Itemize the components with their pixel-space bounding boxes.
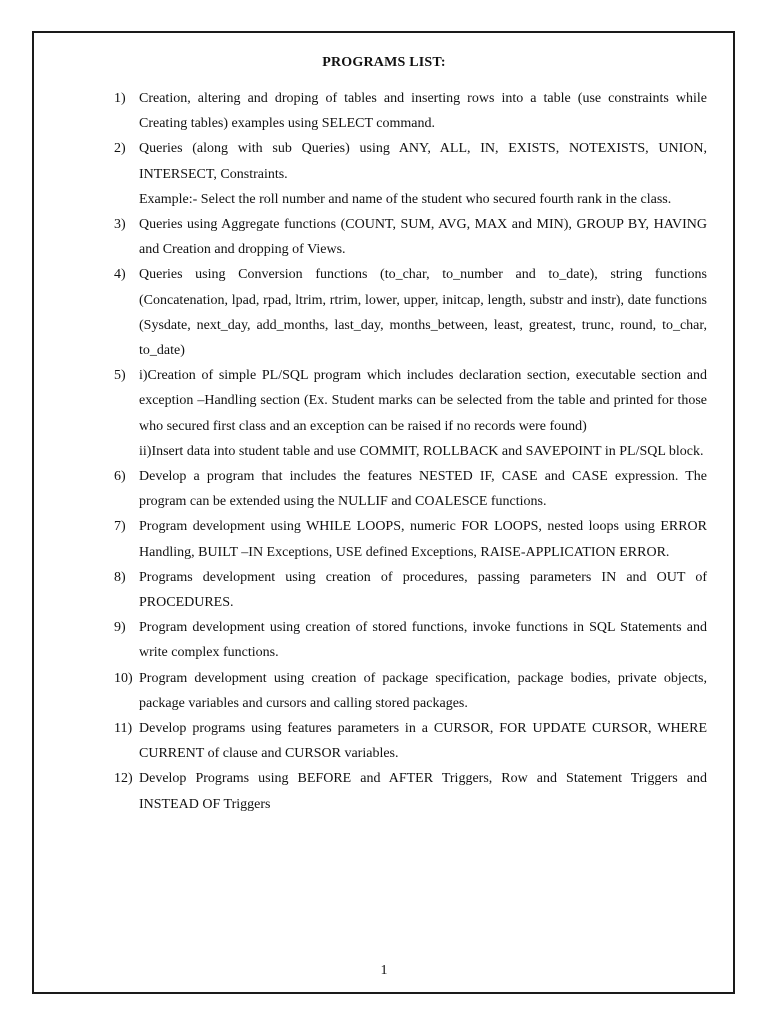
item-paragraph: Program development using creation of package specification, package bodies, private objects, package variables and cursors and calling stored packages. <box>139 670 707 711</box>
item-number: 6) <box>114 469 126 485</box>
list-item <box>114 716 707 766</box>
list-item <box>114 514 707 564</box>
list-item <box>114 766 707 816</box>
item-body <box>139 363 707 464</box>
list-item <box>114 363 707 464</box>
item-body <box>139 514 707 564</box>
item-number: 4) <box>114 267 126 283</box>
page-title: PROGRAMS LIST: <box>322 55 446 70</box>
item-paragraph: Queries using Conversion functions (to_char, to_number and to_date), string functions (Concatenation, lpad, rpad, ltrim, rtrim, lower, upper, initcap, length, substr and instr), date functions (Sysdate, next_day, add_months, last_day, months_between, least, greatest, trunc, round, to_char, to_date) <box>139 267 707 359</box>
item-number: 12) <box>114 771 133 787</box>
programs-list <box>114 86 707 817</box>
list-item <box>114 615 707 665</box>
item-body <box>139 615 707 665</box>
item-paragraph: Develop a program that includes the features NESTED IF, CASE and CASE expression. The program can be extended using the NULLIF and COALESCE functions. <box>139 469 707 510</box>
item-number: 7) <box>114 519 126 535</box>
item-number: 11) <box>114 721 133 737</box>
item-paragraph: Creation, altering and droping of tables and inserting rows into a table (use constraints while Creating tables) examples using SELECT command. <box>139 91 707 132</box>
item-paragraph: Example:- Select the roll number and name of the student who secured fourth rank in the class. <box>139 191 672 207</box>
item-body <box>139 766 707 816</box>
list-item <box>114 212 707 262</box>
item-number: 5) <box>114 368 126 384</box>
list-item <box>114 565 707 615</box>
item-body <box>139 565 707 615</box>
item-number: 8) <box>114 569 126 585</box>
item-paragraph: Queries (along with sub Queries) using ANY, ALL, IN, EXISTS, NOTEXISTS, UNION, INTERSECT, Constraints. <box>139 141 707 182</box>
item-paragraph: Program development using creation of stored functions, invoke functions in SQL Statements and write complex functions. <box>139 620 707 661</box>
item-body <box>139 716 707 766</box>
item-body <box>139 136 707 212</box>
item-paragraph: Queries using Aggregate functions (COUNT, SUM, AVG, MAX and MIN), GROUP BY, HAVING and Creation and dropping of Views. <box>139 217 707 258</box>
item-number: 1) <box>114 91 126 106</box>
list-item <box>114 666 707 716</box>
list-item <box>114 464 707 514</box>
item-paragraph: Develop Programs using BEFORE and AFTER Triggers, Row and Statement Triggers and INSTEAD OF Triggers <box>139 771 707 812</box>
item-number: 3) <box>114 217 126 233</box>
list-item <box>114 262 707 363</box>
item-paragraph: Develop programs using features parameters in a CURSOR, FOR UPDATE CURSOR, WHERE CURRENT of clause and CURSOR variables. <box>139 721 707 762</box>
item-number: 2) <box>114 141 126 157</box>
item-body <box>139 262 707 363</box>
list-item <box>114 86 707 136</box>
item-paragraph: Programs development using creation of procedures, passing parameters IN and OUT of PROCEDURES. <box>139 569 707 611</box>
item-number: 10) <box>114 670 133 686</box>
item-paragraph: ii)Insert data into student table and use COMMIT, ROLLBACK and SAVEPOINT in PL/SQL block. <box>139 443 704 459</box>
item-paragraph: i)Creation of simple PL/SQL program which includes declaration section, executable section and exception –Handling section (Ex. Student marks can be selected from the table and printed for those who secured first class and an exception can be raised if no records were found) <box>139 368 707 434</box>
item-body <box>139 666 707 716</box>
item-body <box>139 464 707 514</box>
item-body <box>139 86 707 136</box>
item-body <box>139 212 707 262</box>
item-paragraph: Program development using WHILE LOOPS, numeric FOR LOOPS, nested loops using ERROR Handling, BUILT –IN Exceptions, USE defined Exceptions, RAISE-APPLICATION ERROR. <box>139 519 707 560</box>
page-number: 1 <box>380 963 388 978</box>
item-number: 9) <box>114 620 126 636</box>
list-item <box>114 136 707 212</box>
